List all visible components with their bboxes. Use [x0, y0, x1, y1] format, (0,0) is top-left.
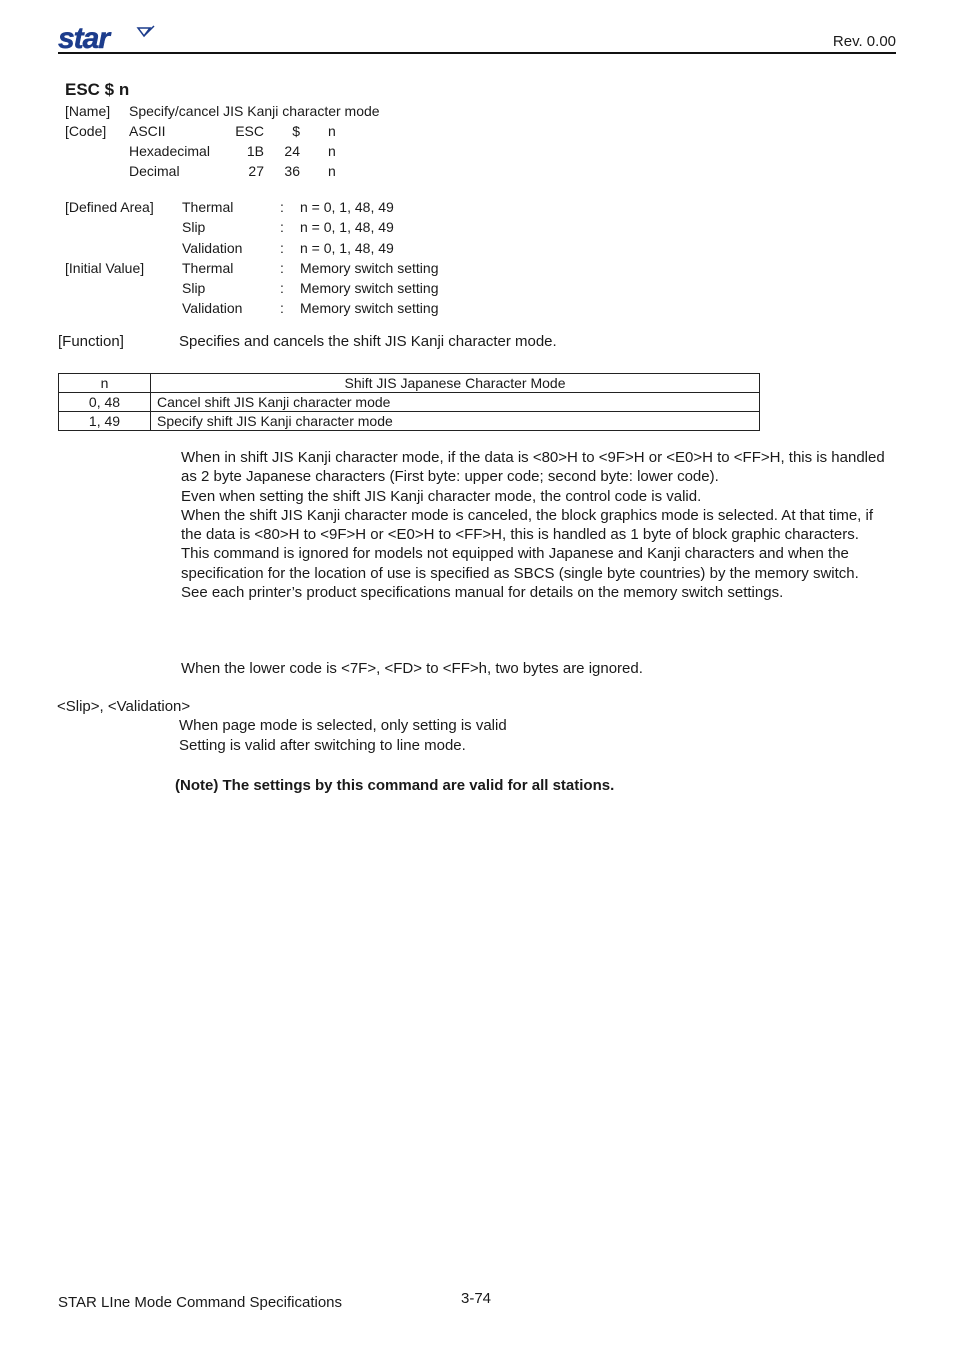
- command-title: ESC $ n: [65, 80, 130, 99]
- table-header-cell: Shift JIS Japanese Character Mode: [151, 374, 760, 393]
- star-logo: [58, 22, 158, 52]
- name-value: Specify/cancel JIS Kanji character mode: [129, 103, 380, 119]
- code-row-value: 27: [248, 163, 264, 179]
- code-row-value: ESC: [235, 123, 264, 139]
- table-cell: 1, 49: [59, 412, 151, 431]
- code-row-value: n: [328, 163, 336, 179]
- separator: :: [280, 199, 284, 215]
- separator: :: [280, 260, 284, 276]
- station-label: Validation: [182, 300, 243, 316]
- station-label: Thermal: [182, 260, 234, 276]
- defined-area-label: [Defined Area]: [65, 199, 154, 215]
- description-block: [181, 448, 891, 602]
- name-label: [Name]: [65, 103, 111, 119]
- code-row-value: n: [328, 143, 336, 159]
- stations-note: (Note) The settings by this command are valid for all stations.: [175, 777, 615, 794]
- revision-label: Rev. 0.00: [832, 33, 896, 50]
- footer-doc-title: STAR LIne Mode Command Specifications: [58, 1294, 343, 1311]
- description-paragraph: When the shift JIS Kanji character mode is canceled, the block graphics mode is selected. At that time, if the data is <80>H to <9F>H or <E0>H to <FF>H, this is handled as 1 byte of block graphic characters.: [181, 506, 874, 544]
- table-header-row: [59, 374, 760, 393]
- slip-validation-label: <Slip>, <Validation>: [57, 698, 191, 715]
- defined-area-value: n = 0, 1, 48, 49: [300, 219, 394, 235]
- station-label: Slip: [182, 280, 206, 296]
- station-label: Thermal: [182, 199, 234, 215]
- description-paragraph: Even when setting the shift JIS Kanji character mode, the control code is valid.: [181, 487, 702, 505]
- separator: :: [280, 280, 284, 296]
- description-paragraph: When in shift JIS Kanji character mode, if the data is <80>H to <9F>H or <E0>H to <FF>H, this is handled as 2 byte Japanese characters (First byte: upper code; second byte: lower code).: [181, 449, 885, 486]
- separator: :: [280, 300, 284, 316]
- table-cell: 0, 48: [59, 393, 151, 412]
- code-row-label: Decimal: [129, 163, 180, 179]
- code-row-label: ASCII: [129, 123, 166, 139]
- function-label: [Function]: [58, 333, 124, 350]
- description-paragraph: See each printer’s product specifications manual for details on the memory switch settings.: [181, 584, 784, 602]
- initial-value-value: Memory switch setting: [300, 280, 439, 296]
- defined-area-value: n = 0, 1, 48, 49: [300, 240, 394, 256]
- station-label: Validation: [182, 240, 243, 256]
- slip-validation-line: When page mode is selected, only setting is valid: [179, 717, 507, 734]
- code-row-value: $: [292, 123, 300, 139]
- initial-value-label: [Initial Value]: [65, 260, 145, 276]
- code-row-value: n: [328, 123, 336, 139]
- table-cell: Cancel shift JIS Kanji character mode: [151, 393, 760, 412]
- station-label: Slip: [182, 219, 206, 235]
- description-paragraph: This command is ignored for models not equipped with Japanese and Kanji characters and when the specification for the location of use is specified as SBCS (single byte countries) by the memory switch.: [181, 545, 859, 582]
- separator: :: [280, 240, 284, 256]
- page-number: 3-74: [461, 1290, 492, 1307]
- separator: :: [280, 219, 284, 235]
- header-divider: [58, 52, 896, 54]
- svg-text:star: star: [58, 22, 110, 52]
- code-row-value: 36: [284, 163, 300, 179]
- code-row-label: Hexadecimal: [129, 143, 210, 159]
- function-value: Specifies and cancels the shift JIS Kanji character mode.: [179, 333, 557, 350]
- slip-validation-line: Setting is valid after switching to line mode.: [179, 737, 466, 754]
- code-label: [Code]: [65, 123, 107, 139]
- initial-value-value: Memory switch setting: [300, 300, 439, 316]
- code-row-value: 24: [284, 143, 300, 159]
- defined-area-value: n = 0, 1, 48, 49: [300, 199, 394, 215]
- table-row: [59, 412, 760, 431]
- table-header-cell: n: [59, 374, 151, 393]
- mode-table: [58, 373, 760, 431]
- initial-value-value: Memory switch setting: [300, 260, 439, 276]
- lower-code-note: When the lower code is <7F>, <FD> to <FF>h, two bytes are ignored.: [181, 660, 643, 677]
- table-cell: Specify shift JIS Kanji character mode: [151, 412, 760, 431]
- code-row-value: 1B: [246, 143, 264, 159]
- table-row: [59, 393, 760, 412]
